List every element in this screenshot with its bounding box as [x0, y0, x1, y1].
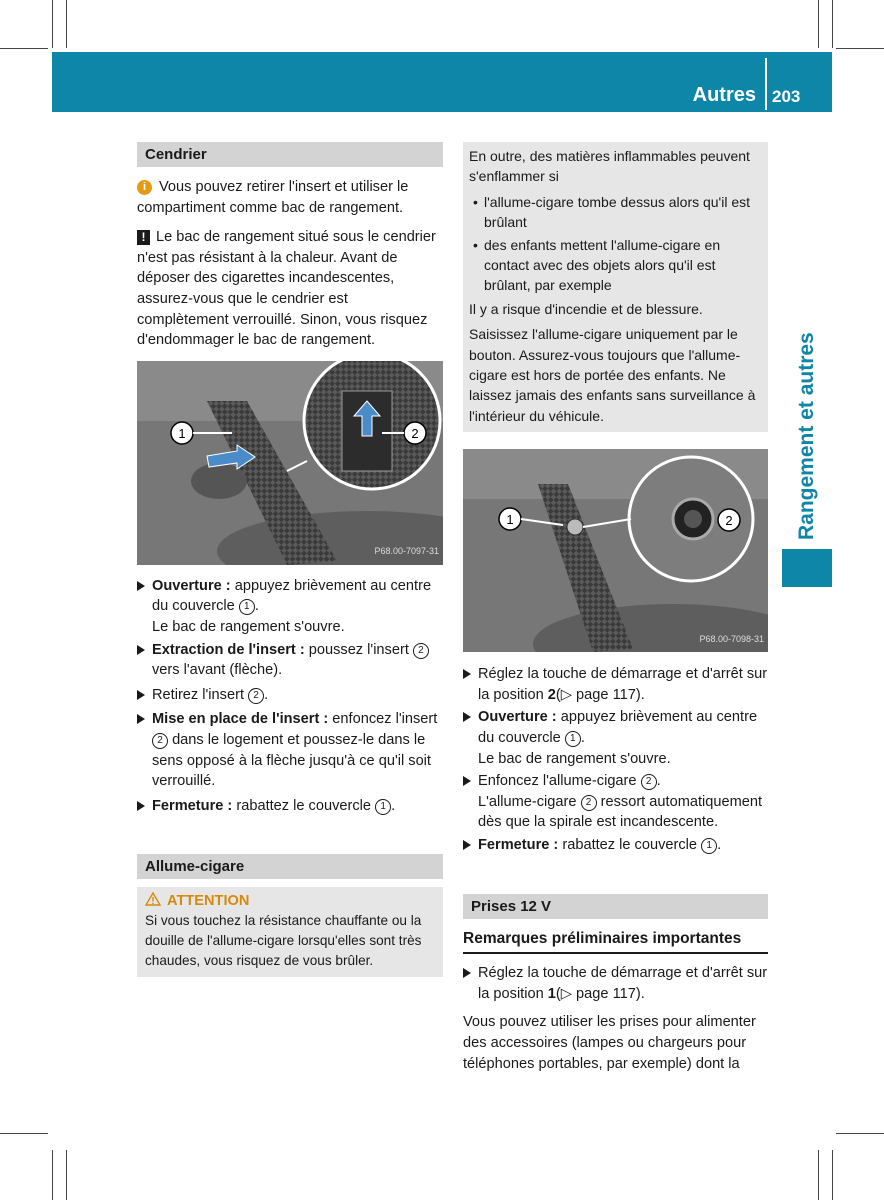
- crop-mark: [0, 1133, 48, 1134]
- attention-text: Si vous touchez la résistance chauffante ou la douille de l'allume-cigare lorsqu'elles sont très chaudes, vous risquez de vous brûler.: [145, 913, 422, 969]
- callout-2: 2: [725, 513, 733, 529]
- list-item: • des enfants mettent l'allume-cigare en contact avec des objets alors qu'il est brûlant, par exemple: [469, 235, 762, 296]
- attention-box: [137, 887, 443, 977]
- info-icon: i: [137, 180, 152, 195]
- image-reference-code: P68.00-7097-31: [374, 546, 439, 557]
- step-arrow-icon: [137, 645, 145, 655]
- subsection-heading: Remarques préliminaires importantes: [463, 929, 768, 955]
- marker-2: 2: [248, 688, 264, 704]
- warning-triangle-icon: [145, 892, 161, 906]
- chapter-tab-marker: [782, 549, 832, 587]
- chapter-tab-label: Rangement et autres: [795, 332, 818, 540]
- section-heading-ashtray: Cendrier: [137, 142, 443, 167]
- list-item: Retirez l'insert 2 .: [137, 685, 443, 706]
- step-arrow-icon: [137, 690, 145, 700]
- exclamation-icon: !: [137, 230, 150, 245]
- step-arrow-icon: [463, 712, 471, 722]
- page-title: Autres: [692, 84, 756, 106]
- step-arrow-icon: [463, 669, 471, 679]
- step-arrow-icon: [137, 801, 145, 811]
- marker-2: 2: [152, 733, 168, 749]
- marker-1: 1: [239, 599, 255, 615]
- callout-1: 1: [178, 425, 186, 441]
- crop-mark: [0, 48, 48, 49]
- step-arrow-icon: [463, 776, 471, 786]
- crop-mark: [836, 48, 884, 49]
- marker-2: 2: [641, 774, 657, 790]
- marker-1: 1: [701, 838, 717, 854]
- body-text: Vous pouvez utiliser les prises pour alimenter des accessoires (lampes ou chargeurs pour téléphones portables, par exemple) dont la: [463, 1014, 756, 1072]
- list-item: Réglez la touche de démarrage et d'arrêt sur la position 2(▷ page 117).: [463, 664, 768, 705]
- crop-mark: [832, 0, 833, 48]
- step-arrow-icon: [137, 581, 145, 591]
- crop-mark: [66, 1150, 67, 1200]
- crop-mark: [66, 0, 67, 48]
- warning-note: ! Le bac de rangement situé sous le cendrier n'est pas résistant à la chaleur. Avant de déposer des cigarettes incandescentes, assurez-vous que le cendrier est complètement verrouillé. Sinon, vous risquez d'endommager le bac de rangement.: [137, 229, 436, 349]
- ashtray-photo: [137, 361, 443, 565]
- left-column: [137, 142, 443, 977]
- crop-mark: [818, 0, 819, 48]
- crop-mark: [52, 0, 53, 48]
- list-item: Fermeture : rabattez le couvercle 1 .: [137, 796, 443, 817]
- section-heading-lighter: Allume-cigare: [137, 854, 443, 879]
- crop-mark: [836, 1133, 884, 1134]
- list-item: Mise en place de l'insert : enfoncez l'insert 2 dans le logement et poussez-le dans le sens opposé à la flèche jusqu'à ce qu'il soit verrouillé.: [137, 709, 443, 791]
- marker-2: 2: [581, 795, 597, 811]
- cigarette-lighter-photo: [463, 449, 768, 652]
- list-item: Enfoncez l'allume-cigare 2 . L'allume-cigare 2 ressort automatiquement dès que la spirale est incandescente.: [463, 771, 768, 833]
- list-item: • l'allume-cigare tombe dessus alors qu'il est brûlant: [469, 192, 762, 233]
- header-divider: [765, 58, 767, 110]
- marker-1: 1: [375, 799, 391, 815]
- step-arrow-icon: [463, 840, 471, 850]
- lighter-steps: [463, 664, 768, 855]
- list-item: Fermeture : rabattez le couvercle 1 .: [463, 835, 768, 856]
- list-item: Ouverture : appuyez brièvement au centre du couvercle 1 . Le bac de rangement s'ouvre.: [463, 707, 768, 769]
- info-note: i Vous pouvez retirer l'insert et utiliser le compartiment comme bac de rangement.: [137, 179, 409, 216]
- crop-mark: [52, 1150, 53, 1200]
- step-arrow-icon: [463, 968, 471, 978]
- cigarette-lighter-illustration: [463, 449, 768, 652]
- section-heading-sockets: Prises 12 V: [463, 894, 768, 919]
- ashtray-steps: [137, 576, 443, 817]
- attention-header: ATTENTION: [145, 891, 435, 911]
- step-arrow-icon: [137, 714, 145, 724]
- callout-1: 1: [506, 512, 514, 528]
- crop-mark: [832, 1150, 833, 1200]
- page-number: 203: [772, 87, 801, 106]
- callout-2: 2: [411, 425, 419, 441]
- list-item: Extraction de l'insert : poussez l'insert 2 vers l'avant (flèche).: [137, 640, 443, 681]
- marker-2: 2: [413, 643, 429, 659]
- crop-mark: [818, 1150, 819, 1200]
- list-item: Réglez la touche de démarrage et d'arrêt sur la position 1(▷ page 117).: [463, 963, 768, 1004]
- warning-box-continued: En outre, des matières inflammables peuvent s'enflammer si • l'allume-cigare tombe dessus alors qu'il est brûlant • des enfants mettent l'allume-cigare en contact avec des objets alors qu'il est brûlant, par exemple Il y a risque d'incendie et de blessure. Saisissez l'allume-cigare uniquement par le bouton. Assurez-vous toujours que l'allume-cigare est hors de portée des enfants. Ne laissez jamais des enfants sans surveillance à l'intérieur du véhicule.: [463, 142, 768, 432]
- right-column: [463, 142, 768, 1074]
- list-item: Ouverture : appuyez brièvement au centre du couvercle 1 . Le bac de rangement s'ouvre.: [137, 576, 443, 638]
- image-reference-code: P68.00-7098-31: [699, 633, 764, 644]
- ashtray-illustration: [137, 361, 443, 565]
- marker-1: 1: [565, 731, 581, 747]
